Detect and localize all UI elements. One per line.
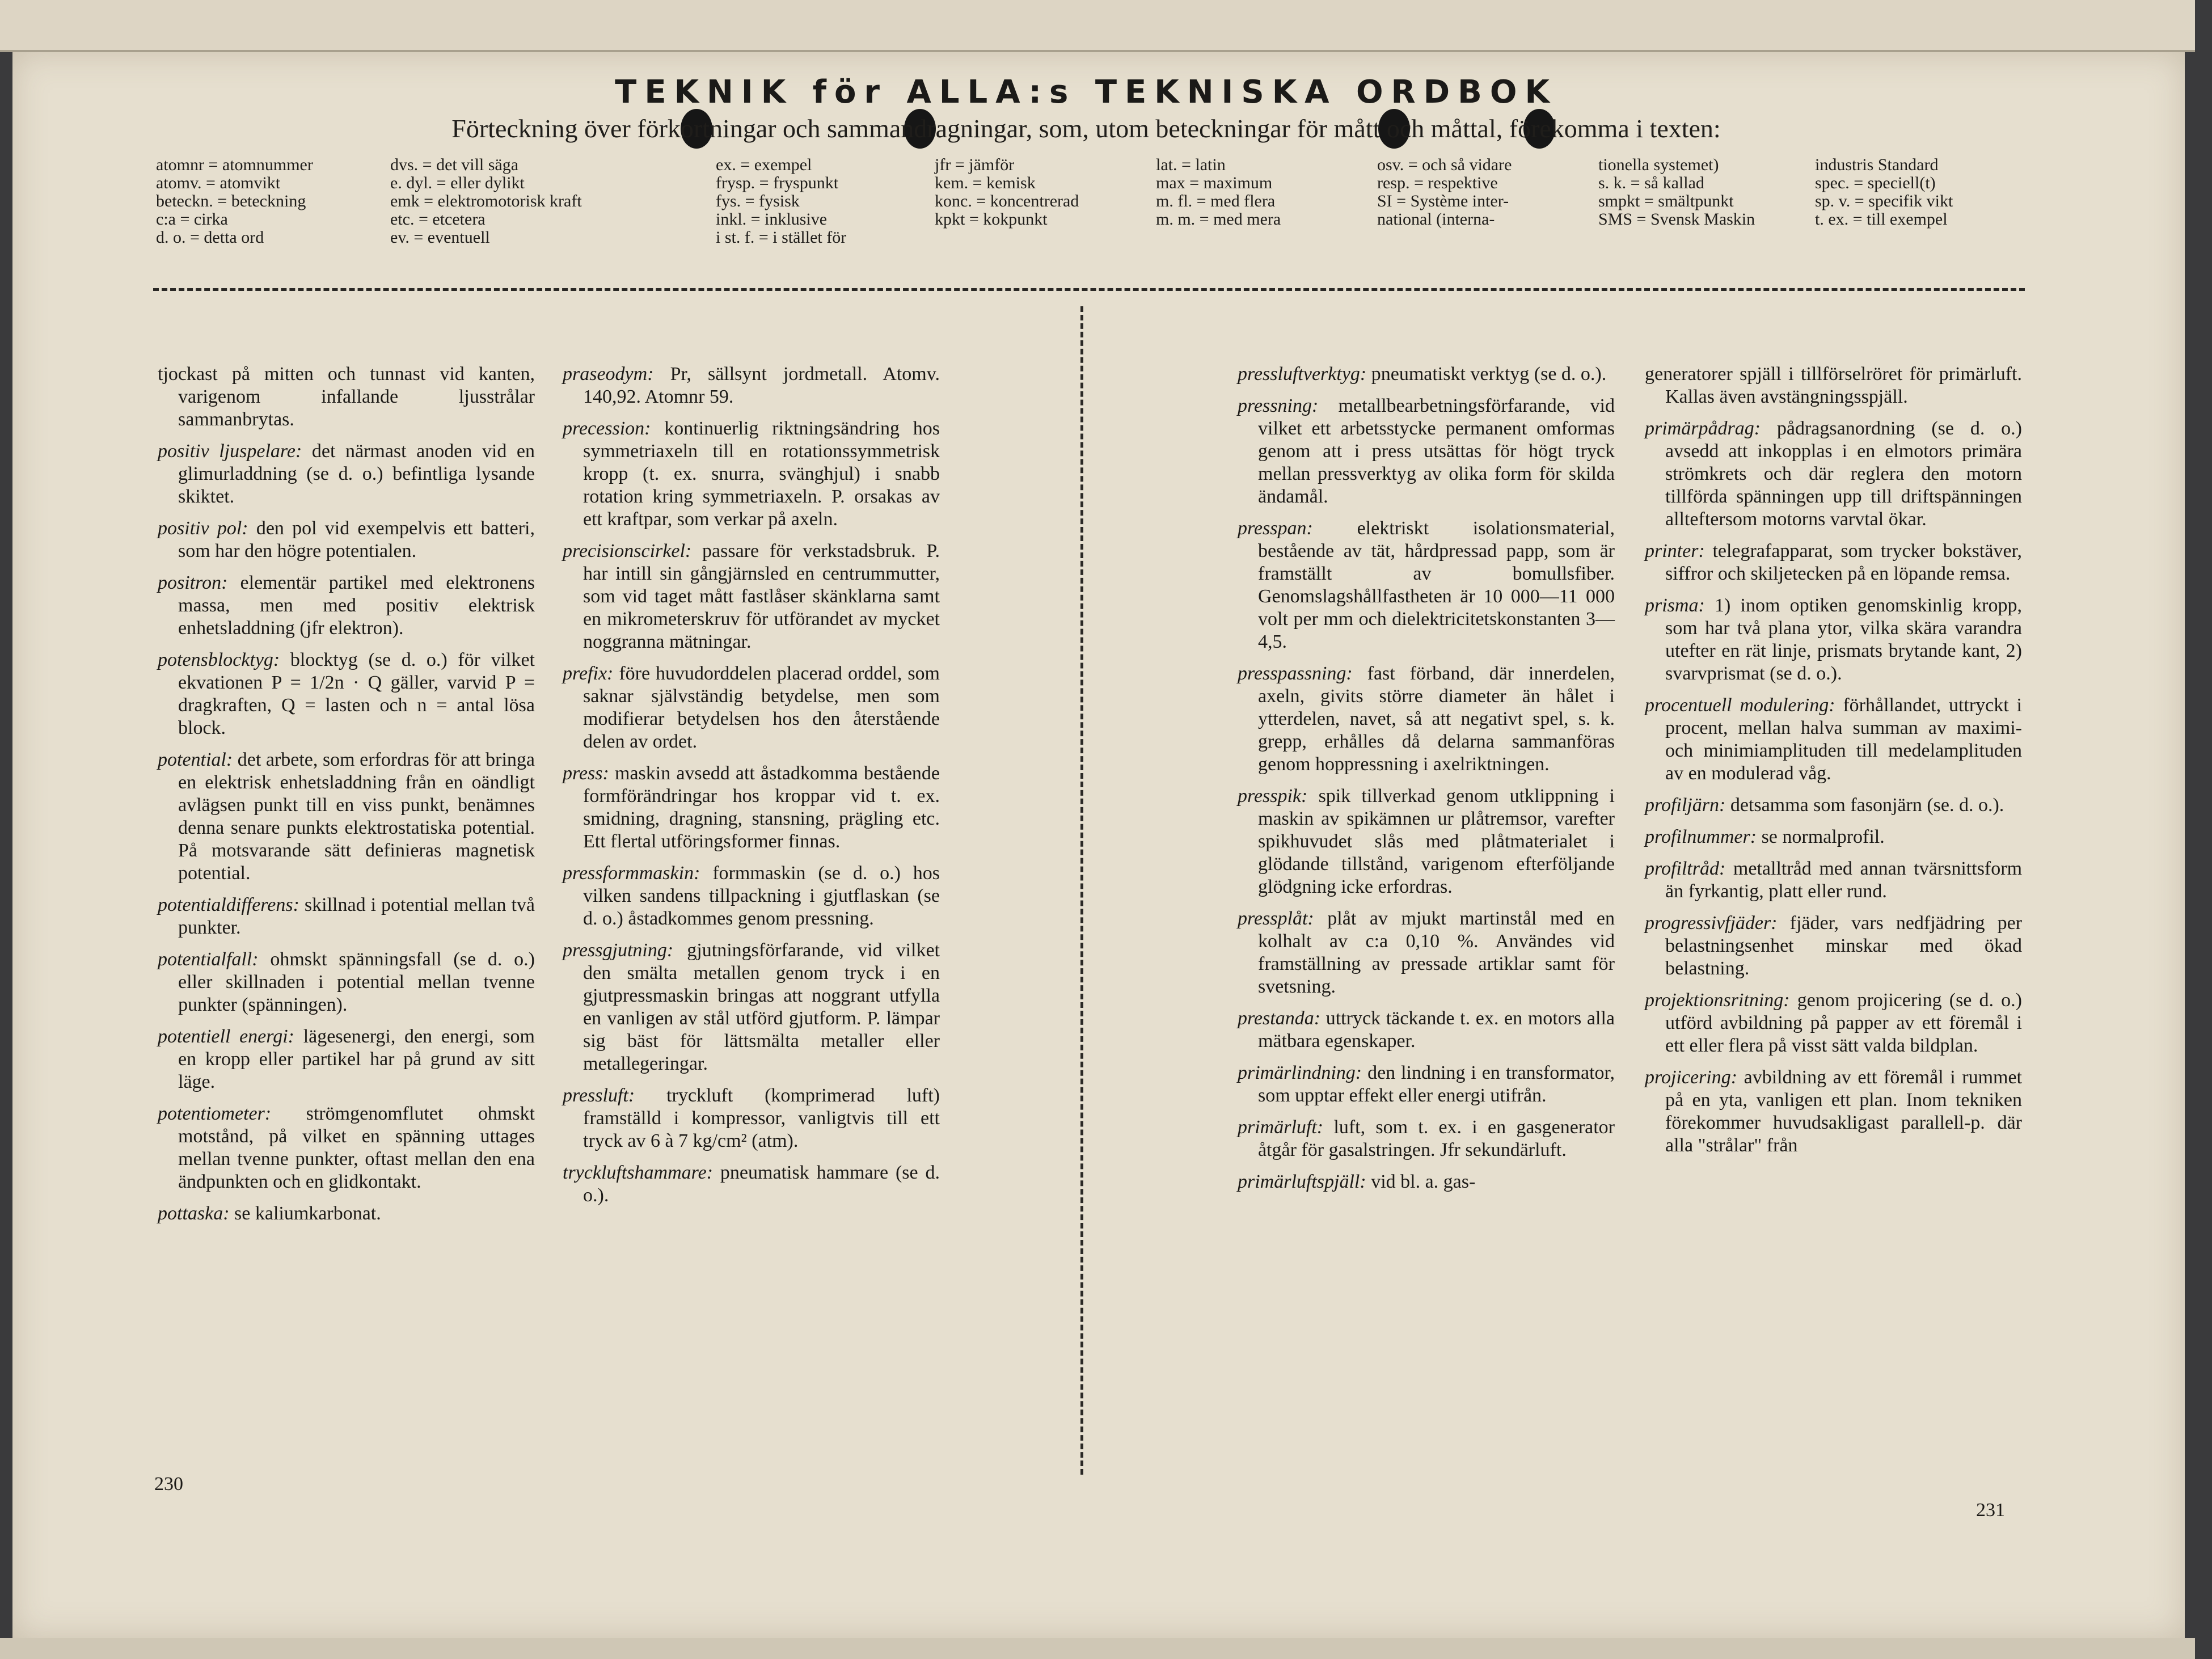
entry-definition: 1) inom optiken genomskinlig kropp, som har två plana ytor, vilka skära varandra utefter en rät linje, prismats brytande kant, 2) svarvprismat (se d. o.). bbox=[1665, 595, 2022, 684]
entry-headword: procentuell modulering: bbox=[1645, 695, 1835, 716]
entry-definition: förhållandet, uttryckt i procent, mellan halva summan av maximi- och minimiamplituden till medelamplituden av en modulerad våg. bbox=[1665, 695, 2022, 784]
dictionary-entry bbox=[1238, 785, 1615, 898]
dictionary-entry bbox=[563, 540, 940, 653]
abbreviation-item: lat. = latin bbox=[1156, 155, 1226, 174]
entry-headword: pressluft: bbox=[563, 1085, 635, 1106]
entry-headword: progressivfjäder: bbox=[1645, 913, 1778, 934]
abbreviation-item: konc. = koncentrerad bbox=[935, 192, 1079, 210]
dictionary-title: TEKNIK för ALLA:s TEKNISKA ORDBOK bbox=[615, 74, 1557, 111]
dictionary-entry bbox=[563, 862, 940, 930]
entry-definition: kontinuerlig riktningsändring hos symmetriaxeln till en rotationssymmetrisk kropp (t. ex. snurra, svänghjul) i snabb rotation kring symmetriaxeln. P. orsakas av ett kraftpar, som verkar på axeln. bbox=[583, 418, 940, 530]
dictionary-entry bbox=[563, 1162, 940, 1207]
abbreviation-item: beteckn. = beteckning bbox=[156, 192, 306, 210]
abbreviation-item: atomv. = atomvikt bbox=[156, 174, 281, 192]
abbreviation-item: ev. = eventuell bbox=[390, 228, 490, 247]
dictionary-entry bbox=[158, 948, 535, 1016]
entry-headword: printer: bbox=[1645, 541, 1705, 562]
entry-headword: pressgjutning: bbox=[563, 940, 674, 961]
entry-definition: skillnad i potential mellan två punkter. bbox=[178, 894, 535, 938]
dictionary-entry bbox=[158, 517, 535, 563]
dictionary-entry bbox=[1238, 1171, 1615, 1193]
entry-definition: det arbete, som erfordras för att bringa en elektrisk enhetsladdning från en oändligt avlägsen punkt till en viss punkt, benämnes denna senare punkts elektrostatiska potential. På motsvarande sätt definieras magnetisk potential. bbox=[178, 749, 535, 884]
abbreviation-item: jfr = jämför bbox=[935, 155, 1015, 174]
dictionary-entry bbox=[1645, 540, 2022, 585]
entry-headword: pressplåt: bbox=[1238, 908, 1314, 929]
entry-definition: lägesenergi, den energi, som en kropp eller partikel har på grund av sitt läge. bbox=[178, 1026, 535, 1092]
abbreviation-item: osv. = och så vidare bbox=[1377, 155, 1512, 174]
abbreviation-column bbox=[1815, 156, 1953, 229]
dictionary-entry bbox=[1645, 417, 2022, 531]
dictionary-entry bbox=[158, 440, 535, 508]
entry-headword: potentialdifferens: bbox=[158, 894, 299, 915]
entry-headword: profilnummer: bbox=[1645, 826, 1757, 847]
dictionary-entry bbox=[1238, 1062, 1615, 1107]
dictionary-entry bbox=[1645, 989, 2022, 1057]
dictionary-entry bbox=[563, 762, 940, 853]
dictionary-entry bbox=[1645, 694, 2022, 785]
abbreviation-item: etc. = etcetera bbox=[390, 210, 486, 229]
dictionary-entry bbox=[563, 662, 940, 753]
dictionary-entry bbox=[158, 1103, 535, 1193]
abbreviation-item: t. ex. = till exempel bbox=[1815, 210, 1948, 229]
dictionary-entry bbox=[1238, 1116, 1615, 1162]
entry-definition: gjutningsförfarande, vid vilket den smälta metallen genom tryck i en gjutpressmaskin bringas att noggrant utfylla en vanligen av stål utförd gjutform. P. lämpar sig bäst för lättsmälta metaller eller metallegeringar. bbox=[583, 940, 940, 1074]
dictionary-entry bbox=[1238, 395, 1615, 508]
abbreviation-column bbox=[1156, 156, 1281, 229]
entry-definition: elektriskt isolationsmaterial, bestående av tät, hårdpressad papp, som är framställt av bomullsfiber. Genomslagshållfastheten är 10 000—11 000 volt per mm och dielektricitetskonstanten 3—4,5. bbox=[1258, 518, 1615, 652]
dashed-divider bbox=[153, 288, 2025, 291]
abbreviation-item: SMS = Svensk Maskin bbox=[1598, 210, 1755, 229]
entry-definition: pådragsanordning (se d. o.) avsedd att inkopplas i en elmotors primära strömkrets och där reglera den motorn tillförda spänningen upp till driftspänningen allteftersom motorns varvtal ökar. bbox=[1665, 418, 2023, 530]
entry-headword: pressluftverktyg: bbox=[1238, 364, 1367, 385]
dictionary-entry bbox=[563, 1084, 940, 1153]
abbreviation-column bbox=[1377, 156, 1512, 229]
text-column-1 bbox=[158, 363, 535, 1234]
dictionary-entry bbox=[1238, 1007, 1615, 1053]
entry-definition: metalltråd med annan tvärsnittsform än fyrkantig, platt eller rund. bbox=[1665, 858, 2023, 902]
abbreviation-item: d. o. = detta ord bbox=[156, 228, 264, 247]
entry-definition: det närmast anoden vid en glimurladdning (se d. o.) befintliga lysande skiktet. bbox=[178, 441, 535, 507]
dictionary-entry bbox=[158, 894, 535, 939]
entry-headword: positiv pol: bbox=[158, 518, 248, 539]
dictionary-entry bbox=[1645, 912, 2022, 980]
entry-definition: formmaskin (se d. o.) hos vilken sandens tillpackning i gjutflaskan (se d. o.) åstadkommes genom pressning. bbox=[583, 863, 940, 929]
dictionary-entry bbox=[1645, 594, 2022, 685]
entry-definition: före huvudorddelen placerad orddel, som saknar självständig betydelse, men som modifierar betydelsen hos den återstående delen av ordet. bbox=[583, 663, 940, 752]
abbreviation-item: e. dyl. = eller dylikt bbox=[390, 174, 525, 192]
abbreviation-column bbox=[156, 156, 313, 247]
abbreviation-item: tionella systemet) bbox=[1598, 155, 1719, 174]
entry-headword: positron: bbox=[158, 572, 228, 593]
entry-definition: detsamma som fasonjärn (se. d. o.). bbox=[1730, 795, 2004, 816]
entry-definition: passare för verkstadsbruk. P. har intill sin gångjärnsled en centrummutter, som vid taget mått fastlåser skänklarna samt en mikrometerskruv för utförandet av mycket noggranna mätningar. bbox=[583, 541, 940, 652]
entry-headword: prestanda: bbox=[1238, 1008, 1321, 1029]
dictionary-entry bbox=[158, 1025, 535, 1094]
dictionary-entry bbox=[563, 939, 940, 1075]
entry-headword: prisma: bbox=[1645, 595, 1705, 616]
entry-headword: precisionscirkel: bbox=[563, 541, 692, 562]
entry-headword: pressning: bbox=[1238, 395, 1319, 416]
abbreviation-item: industris Standard bbox=[1815, 155, 1939, 174]
abbreviation-column bbox=[716, 156, 846, 247]
abbreviation-item: atomnr = atomnummer bbox=[156, 155, 313, 174]
abbreviation-item: sp. v. = specifik vikt bbox=[1815, 192, 1953, 210]
abbreviation-item: spec. = speciell(t) bbox=[1815, 174, 1936, 192]
entry-definition: telegrafapparat, som trycker bokstäver, siffror och skiljetecken på en löpande remsa. bbox=[1665, 541, 2023, 584]
entry-definition: fast förband, där innerdelen, axeln, givits större diameter än hålet i ytterdelen, navet, så att negativt spel, s. k. grepp, erhålles då delarna sammanföras genom hoppressning i axelriktningen. bbox=[1258, 663, 1615, 775]
entry-headword: profiljärn: bbox=[1645, 795, 1726, 816]
entry-headword: primärpådrag: bbox=[1645, 418, 1761, 439]
abbreviation-item: kem. = kemisk bbox=[935, 174, 1036, 192]
entry-headword: pottaska: bbox=[158, 1203, 230, 1224]
dictionary-entry bbox=[1645, 858, 2022, 903]
dictionary-entry bbox=[1238, 363, 1615, 386]
entry-definition: tryckluft (komprimerad luft) framställd i kompressor, vanligtvis till ett tryck av 6 à 7 kg/cm² (atm). bbox=[583, 1085, 940, 1151]
abbreviation-item: national (interna- bbox=[1377, 210, 1495, 229]
dictionary-entry bbox=[158, 749, 535, 885]
entry-definition: spik tillverkad genom utklippning i maskin av spikämnen ur plåtremsor, varefter spikhuvudet slås med plåtmaterialet i glödande tillstånd, varigenom efterföljande glödgning icke erfordras. bbox=[1258, 786, 1615, 897]
entry-definition: Pr, sällsynt jordmetall. Atomv. 140,92. Atomnr 59. bbox=[583, 364, 940, 407]
entry-headword: tryckluftshammare: bbox=[563, 1162, 714, 1183]
entry-headword: potential: bbox=[158, 749, 233, 770]
entry-definition: blocktyg (se d. o.) för vilket ekvationen P = 1/2n · Q gäller, varvid P = dragkraften, Q = lasten och n = antal lösa block. bbox=[178, 649, 535, 738]
dictionary-entry bbox=[1645, 794, 2022, 817]
dictionary-entry bbox=[1645, 1066, 2022, 1157]
abbreviation-item: SI = Système inter- bbox=[1377, 192, 1509, 210]
entry-definition: generatorer spjäll i tillförselröret för primärluft. Kallas även avstängningsspjäll. bbox=[1645, 364, 2022, 407]
text-column-2 bbox=[563, 363, 940, 1216]
dictionary-entry bbox=[563, 363, 940, 408]
abbreviation-item: frysp. = fryspunkt bbox=[716, 174, 839, 192]
abbreviation-column bbox=[390, 156, 582, 247]
abbreviation-item: fys. = fysisk bbox=[716, 192, 800, 210]
entry-headword: praseodym: bbox=[563, 364, 654, 385]
abbreviation-item: max = maximum bbox=[1156, 174, 1273, 192]
entry-definition: uttryck täckande t. ex. en motors alla mätbara egenskaper. bbox=[1258, 1008, 1615, 1052]
page-bottom-edge bbox=[0, 1638, 2195, 1659]
entry-definition: fjäder, vars nedfjädring per belastningsenhet minskar med ökad belastning. bbox=[1665, 913, 2023, 979]
abbreviation-item: kpkt = kokpunkt bbox=[935, 210, 1048, 229]
entry-definition: den pol vid exempelvis ett batteri, som har den högre potentialen. bbox=[178, 518, 535, 562]
abbreviation-intro: Förteckning över förkortningar och sammandragningar, som, utom beteckningar för mått och måttal, förekomma i texten: bbox=[451, 114, 1721, 143]
entry-definition: maskin avsedd att åstadkomma bestående formförändringar hos kroppar vid t. ex. smidning, dragning, stansning, prägling etc. Ett flertal utföringsformer finnas. bbox=[583, 763, 940, 852]
text-column-4 bbox=[1645, 363, 2022, 1166]
entry-definition: tjockast på mitten och tunnast vid kanten, varigenom infallande ljusstrålar sammanbrytas. bbox=[158, 364, 535, 430]
dictionary-entry bbox=[158, 363, 535, 431]
entry-headword: potentiometer: bbox=[158, 1103, 272, 1124]
abbreviation-item: smpkt = smältpunkt bbox=[1598, 192, 1734, 210]
entry-definition: genom projicering (se d. o.) utförd avbildning på papper av ett föremål i ett eller flera på visst sätt valda bildplan. bbox=[1665, 990, 2022, 1056]
entry-definition: luft, som t. ex. i en gasgenerator åtgår för gasalstringen. Jfr sekundärluft. bbox=[1258, 1117, 1615, 1160]
text-column-3 bbox=[1238, 363, 1615, 1202]
entry-definition: metallbearbetningsförfarande, vid vilket ett arbetsstycke permanent omformas genom att i press utsättas för högt tryck mellan pressverktyg av olika form för skilda ändamål. bbox=[1258, 395, 1615, 507]
entry-headword: presspassning: bbox=[1238, 663, 1353, 684]
abbreviation-column bbox=[1598, 156, 1755, 229]
entry-headword: precession: bbox=[563, 418, 651, 439]
entry-headword: potentiell energi: bbox=[158, 1026, 295, 1047]
page-number-left: 230 bbox=[154, 1474, 183, 1495]
abbreviation-item: s. k. = så kallad bbox=[1598, 174, 1704, 192]
abbreviation-item: inkl. = inklusive bbox=[716, 210, 828, 229]
entry-definition: pneumatiskt verktyg (se d. o.). bbox=[1371, 364, 1607, 385]
entry-headword: primärluft: bbox=[1238, 1117, 1324, 1138]
entry-definition: strömgenomflutet ohmskt motstånd, på vilket en spänning uttages mellan tvenne punkter, oftast mellan den ena ändpunkten och en glidkontakt. bbox=[178, 1103, 535, 1192]
dictionary-entry bbox=[158, 1202, 535, 1225]
abbreviation-item: m. fl. = med flera bbox=[1156, 192, 1276, 210]
entry-definition: avbildning av ett föremål i rummet på en yta, vanligen ett plan. Inom tekniken förekommer huvudsakligast parallell-p. där alla "strålar" från bbox=[1665, 1067, 2023, 1156]
abbreviation-item: emk = elektromotorisk kraft bbox=[390, 192, 582, 210]
entry-headword: prefix: bbox=[563, 663, 614, 684]
page-number-right: 231 bbox=[1976, 1500, 2005, 1521]
dictionary-entry bbox=[563, 417, 940, 531]
dictionary-entry bbox=[1238, 517, 1615, 653]
abbreviation-item: dvs. = det vill säga bbox=[390, 155, 519, 174]
dictionary-entry bbox=[1238, 907, 1615, 998]
entry-headword: potensblocktyg: bbox=[158, 649, 280, 670]
dictionary-entry bbox=[1238, 662, 1615, 776]
gutter-divider bbox=[1080, 306, 1083, 1475]
entry-headword: primärluftspjäll: bbox=[1238, 1171, 1366, 1192]
entry-definition: den lindning i en transformator, som upptar effekt eller energi utifrån. bbox=[1258, 1062, 1615, 1106]
abbreviation-column bbox=[935, 156, 1079, 229]
entry-definition: plåt av mjukt martinstål med en kolhalt av c:a 0,10 %. Användes vid framställning av pressade artiklar samt för svetsning. bbox=[1258, 908, 1615, 997]
entry-headword: projektionsritning: bbox=[1645, 990, 1790, 1011]
entry-headword: presspik: bbox=[1238, 786, 1308, 807]
entry-headword: press: bbox=[563, 763, 609, 784]
dictionary-entry bbox=[158, 572, 535, 640]
entry-headword: potentialfall: bbox=[158, 949, 259, 970]
abbreviation-item: ex. = exempel bbox=[716, 155, 812, 174]
dictionary-entry bbox=[158, 649, 535, 740]
entry-definition: ohmskt spänningsfall (se d. o.) eller skillnaden i potential mellan tvenne punkter (spänningen). bbox=[178, 949, 535, 1015]
dictionary-entry bbox=[1645, 826, 2022, 849]
entry-headword: primärlindning: bbox=[1238, 1062, 1362, 1083]
dictionary-entry bbox=[1645, 363, 2022, 408]
entry-definition: pneumatisk hammare (se d. o.). bbox=[583, 1162, 940, 1206]
abbreviation-item: i st. f. = i stället för bbox=[716, 228, 847, 247]
entry-definition: se kaliumkarbonat. bbox=[234, 1203, 381, 1224]
entry-headword: projicering: bbox=[1645, 1067, 1738, 1088]
entry-definition: vid bl. a. gas- bbox=[1371, 1171, 1476, 1192]
entry-definition: se normalprofil. bbox=[1761, 826, 1885, 847]
abbreviation-item: resp. = respektive bbox=[1377, 174, 1498, 192]
entry-headword: positiv ljuspelare: bbox=[158, 441, 302, 462]
entry-headword: presspan: bbox=[1238, 518, 1313, 539]
abbreviation-item: c:a = cirka bbox=[156, 210, 228, 229]
entry-definition: elementär partikel med elektronens massa, men med positiv elektrisk enhetsladdning (jfr elektron). bbox=[178, 572, 535, 639]
entry-headword: profiltråd: bbox=[1645, 858, 1726, 879]
previous-page-edge bbox=[0, 0, 2195, 52]
abbreviation-item: m. m. = med mera bbox=[1156, 210, 1281, 229]
entry-headword: pressformmaskin: bbox=[563, 863, 700, 884]
